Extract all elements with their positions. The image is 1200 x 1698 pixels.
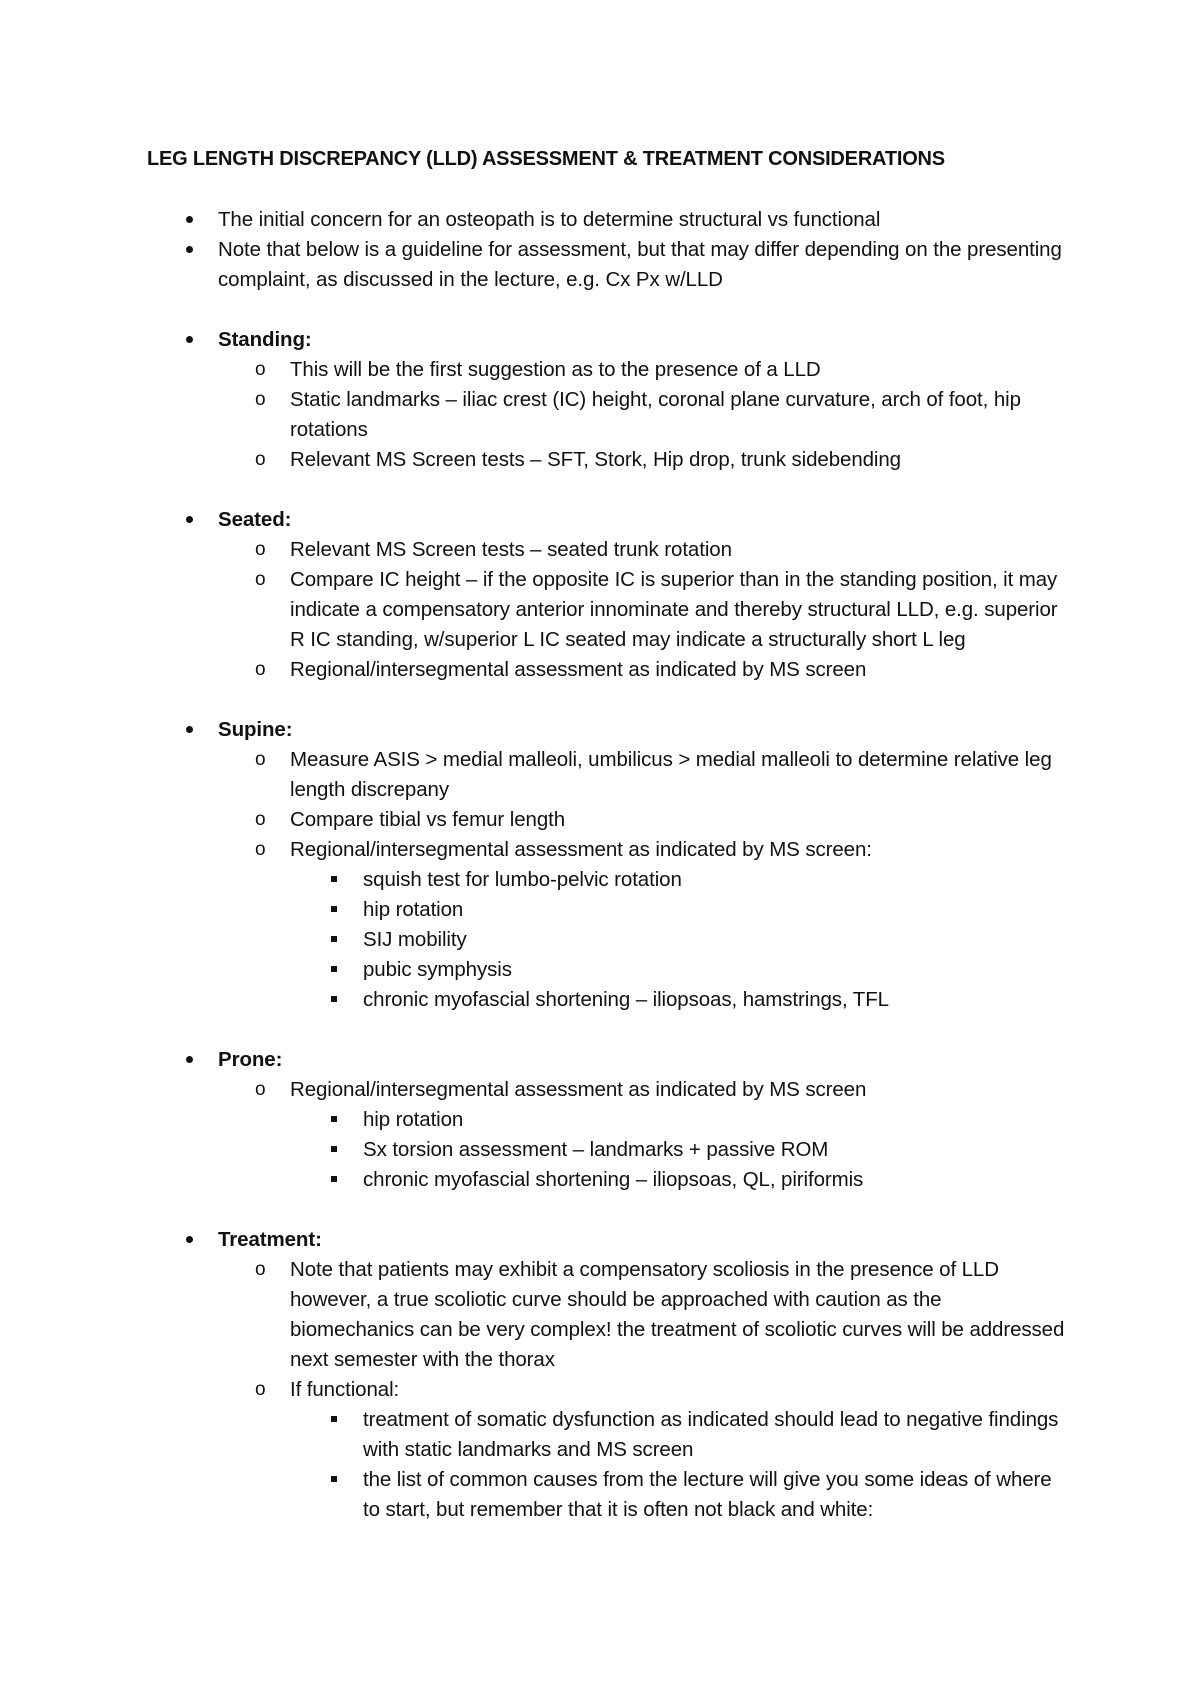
section-heading: Prone: bbox=[218, 1048, 283, 1071]
list-item-text: If functional: bbox=[290, 1378, 400, 1401]
document-body bbox=[0, 205, 1200, 1525]
sub-list-item: Sx torsion assessment – landmarks + passive ROM bbox=[0, 1135, 1063, 1165]
section-treatment bbox=[0, 1225, 1078, 1525]
sub-list-item: hip rotation bbox=[0, 895, 1063, 925]
sub-list-item: chronic myofascial shortening – iliopsoas, QL, piriformis bbox=[0, 1165, 1063, 1195]
sub-list-item: the list of common causes from the lecture will give you some ideas of where to start, but remember that it is often not black and white: bbox=[0, 1465, 1063, 1525]
section-supine bbox=[0, 715, 1078, 1015]
list-item bbox=[0, 835, 1070, 1015]
list-item: o Compare tibial vs femur length bbox=[0, 805, 1070, 835]
list-item: o Relevant MS Screen tests – SFT, Stork, Hip drop, trunk sidebending bbox=[0, 445, 1070, 475]
list-item bbox=[0, 1375, 1070, 1525]
prone-sublist bbox=[290, 1105, 1070, 1195]
list-item: o Static landmarks – iliac crest (IC) height, coronal plane curvature, arch of foot, hip rotations bbox=[0, 385, 1070, 445]
section-heading: Standing: bbox=[218, 328, 312, 351]
treatment-sublist bbox=[290, 1405, 1070, 1525]
list-item-text: Regional/intersegmental assessment as indicated by MS screen bbox=[290, 1078, 867, 1101]
seated-list bbox=[218, 535, 1078, 685]
section-heading: Supine: bbox=[218, 718, 293, 741]
list-item: o Note that patients may exhibit a compensatory scoliosis in the presence of LLD however, a true scoliotic curve should be approached with caution as the biomechanics can be very complex! the treatment of scoliotic curves will be addressed next semester with the thorax bbox=[0, 1255, 1070, 1375]
treatment-list bbox=[218, 1255, 1078, 1525]
document-title: LEG LENGTH DISCREPANCY (LLD) ASSESSMENT & TREATMENT CONSIDERATIONS bbox=[147, 148, 945, 170]
sub-list-item: treatment of somatic dysfunction as indicated should lead to negative findings with static landmarks and MS screen bbox=[0, 1405, 1063, 1465]
section-prone bbox=[0, 1045, 1078, 1195]
list-item: o Regional/intersegmental assessment as indicated by MS screen bbox=[0, 655, 1070, 685]
supine-sublist bbox=[290, 865, 1070, 1015]
list-item: o Compare IC height – if the opposite IC is superior than in the standing position, it may indicate a compensatory anterior innominate and thereby structural LLD, e.g. superior R IC standing, w/superior L IC seated may indicate a structurally short L leg bbox=[0, 565, 1070, 655]
intro-item: The initial concern for an osteopath is to determine structural vs functional bbox=[0, 205, 1078, 235]
list-item bbox=[0, 1075, 1070, 1195]
sub-list-item: hip rotation bbox=[0, 1105, 1063, 1135]
list-item: o This will be the first suggestion as to the presence of a LLD bbox=[0, 355, 1070, 385]
list-item: o Relevant MS Screen tests – seated trunk rotation bbox=[0, 535, 1070, 565]
prone-list bbox=[218, 1075, 1078, 1195]
section-standing bbox=[0, 325, 1078, 475]
section-heading: Treatment: bbox=[218, 1228, 322, 1251]
sub-list-item: SIJ mobility bbox=[0, 925, 1063, 955]
intro-item: Note that below is a guideline for assessment, but that may differ depending on the presenting complaint, as discussed in the lecture, e.g. Cx Px w/LLD bbox=[0, 235, 1078, 295]
supine-list bbox=[218, 745, 1078, 1015]
sub-list-item: squish test for lumbo-pelvic rotation bbox=[0, 865, 1063, 895]
section-seated bbox=[0, 505, 1078, 685]
list-item-text: Regional/intersegmental assessment as indicated by MS screen: bbox=[290, 838, 872, 861]
sub-list-item: pubic symphysis bbox=[0, 955, 1063, 985]
list-item: o Measure ASIS > medial malleoli, umbilicus > medial malleoli to determine relative leg length discrepany bbox=[0, 745, 1070, 805]
standing-list bbox=[218, 355, 1078, 475]
main-list bbox=[0, 205, 1200, 1525]
section-heading: Seated: bbox=[218, 508, 292, 531]
sub-list-item: chronic myofascial shortening – iliopsoas, hamstrings, TFL bbox=[0, 985, 1063, 1015]
